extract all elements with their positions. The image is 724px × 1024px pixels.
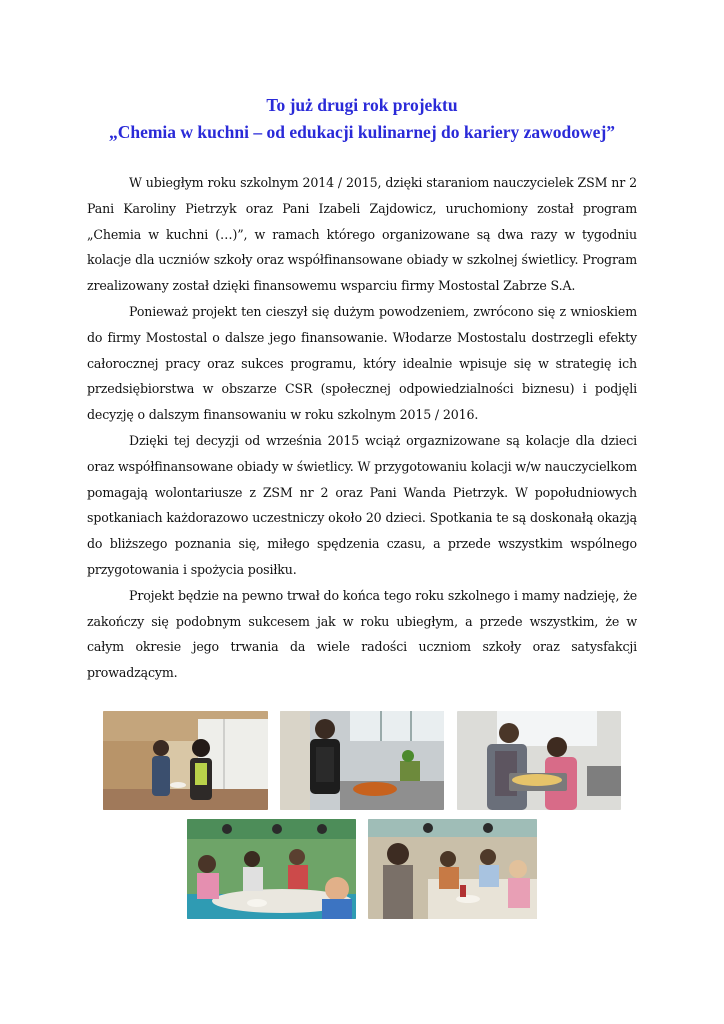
paragraph-1: W ubiegłym roku szkolnym 2014 / 2015, dzięki staraniom nauczycielek ZSM nr 2 Pani Karoliny Pietrzyk oraz Pani Izabeli Zajdowicz, uruchomiony został program „Chemia w kuchni (…)”, w ramach którego organizowane są dwa razy w tygodniu kolacje dla uczniów szkoły oraz współfinansowane obiady w szkolnej świetlicy. Program zrealizowany został dzięki finansowemu wsparciu firmy Mostostal Zabrze S.A.	[87, 175, 637, 294]
photo-kitchen-two-women	[103, 711, 268, 810]
photo-children-eating-right	[368, 819, 537, 919]
paragraph-2: Ponieważ projekt ten cieszył się dużym powodzeniem, zwrócono się z wnioskiem do firmy Mostostal o dalsze jego finansowanie. Włodarze Mostostalu dostrzegli efekty całorocznej pracy oraz sukces programu, który idealnie wpisuje się w strategię ich przedsiębiorstwa w obszarze CSR (społecznej odpowiedzialności biznesu) i podjęli decyzję o dalszym finansowaniu w roku szkolnym 2015 / 2016.	[87, 303, 637, 423]
page-title: To już drugi rok projektu	[266, 95, 458, 115]
photo-woman-cooking	[280, 711, 444, 810]
page-subtitle: „Chemia w kuchni – od edukacji kulinarnej do kariery zawodowej”	[108, 122, 616, 142]
paragraph-3: Dzięki tej decyzji od września 2015 wciąż orgaznizowane są kolacje dla dzieci oraz współfinansowane obiady w świetlicy. W przygotowaniu kolacji w/w nauczycielkom pomagają wolontariusze z ZSM nr 2 oraz Pani Wanda Pietrzyk. W popołudniowych spotkaniach każdorazowo uczestniczy około 20 dzieci. Spotkania te są doskonałą okazją do bliższego poznania się, miłego spędzenia czasu, a przede wszystkim wspólnego przygotowania i spożycia posiłku.	[87, 432, 637, 577]
paragraph-4: Projekt będzie na pewno trwał do końca tego roku szkolnego i mamy nadzieję, że zakończy się podobnym sukcesem jak w roku ubiegłym, a przede wszystkim, że w całym okresie jego trwania da wiele radości uczniom szkoły oraz satysfakcji prowadzącym.	[87, 587, 637, 681]
photo-girls-baking-tray	[457, 711, 621, 810]
article-body	[87, 170, 637, 686]
photo-children-eating-left	[187, 819, 356, 919]
